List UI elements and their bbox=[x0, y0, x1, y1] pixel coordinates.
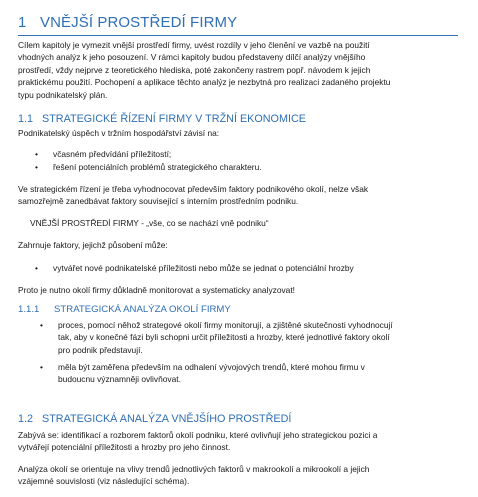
intro-line: typu podnikatelský plán. bbox=[18, 89, 108, 100]
heading-1-2-number: 1.2 bbox=[18, 413, 34, 425]
factors-line: Zahrnuje faktory, jejichž působení může: bbox=[18, 240, 168, 250]
bullet-item bbox=[40, 319, 393, 356]
bullet-item bbox=[35, 148, 172, 160]
bullet-text: řešení potenciálních problémů strategického charakteru. bbox=[53, 162, 262, 172]
bullet-text: tak, aby v konečné fázi byli schopni určit příležitosti a hrozby, které jednotlivé faktory okolí bbox=[58, 332, 390, 343]
intro-line: praktickému použití. Pochopení a aplikace těchto analýz je nezbytná pro realizaci zadaného projektu bbox=[18, 77, 391, 88]
factors-paragraph bbox=[18, 239, 458, 251]
strategy-line: samozřejmě zanedbávat faktory související s interním prostředním podniku. bbox=[18, 196, 299, 207]
definition-line: VNĚJŠÍ PROSTŘEDÍ FIRMY - „vše, co se nachází vně podniku“ bbox=[30, 218, 269, 228]
bullet-text: budoucnu významněji ovlivňovat. bbox=[58, 374, 181, 385]
environment-line: Analýza okolí se orientuje na vlivy trendů jednotlivých faktorů v makrookolí a mikrookolí a jejich bbox=[18, 464, 370, 474]
bullet-text: měla být zaměřena především na odhalení vývojových trendů, které mohou firmu v bbox=[58, 362, 365, 372]
bullet-icon: • bbox=[40, 320, 43, 330]
heading-1-underline bbox=[18, 35, 458, 36]
bullet-text: včasném předvídání příležitostí; bbox=[53, 149, 172, 159]
bullet-text: pro podnik představují. bbox=[58, 344, 143, 355]
intro-line: Cílem kapitoly je vymezit vnější prostředí firmy, uvést rozdíly v jeho členění ve vazbě na použití bbox=[18, 40, 370, 50]
heading-1-1-1 bbox=[18, 304, 231, 315]
bullet-icon: • bbox=[35, 263, 38, 273]
heading-1-number: 1 bbox=[18, 14, 27, 31]
heading-1-2 bbox=[18, 413, 291, 425]
intro-line: vhodných analýz k jeho posouzení. V rámci kapitoly budou představeny dílčí analýzy vnějšího bbox=[18, 52, 366, 63]
heading-1 bbox=[18, 14, 237, 31]
strategy-line: Ve strategickém řízení je třeba vyhodnocovat především faktory podnikového okolí, nelze však bbox=[18, 184, 369, 194]
heading-1-title: VNĚJŠÍ PROSTŘEDÍ FIRMY bbox=[40, 14, 238, 31]
analysis-line: Zabývá se: identifikací a rozborem faktorů okolí podniku, které ovlivňují jeho strategickou pozici a bbox=[18, 430, 378, 440]
heading-1-1-1-number: 1.1.1 bbox=[18, 304, 40, 315]
heading-1-1-title: STRATEGICKÉ ŘÍZENÍ FIRMY V TRŽNÍ EKONOMICE bbox=[42, 113, 306, 125]
bullet-item bbox=[35, 262, 354, 274]
bullet-icon: • bbox=[35, 149, 38, 159]
success-paragraph bbox=[18, 127, 458, 139]
monitor-paragraph bbox=[18, 284, 458, 296]
intro-line: prostředí, vždy nejprve z teoretického hlediska, poté zakončeny rastrem popř. návodem k jejich bbox=[18, 64, 371, 75]
heading-1-1-1-title: STRATEGICKÁ ANALÝZA OKOLÍ FIRMY bbox=[54, 304, 231, 315]
analysis-line: vytvářejí potenciální příležitosti a hrozby pro jeho činnost. bbox=[18, 442, 231, 453]
heading-1-2-title: STRATEGICKÁ ANALÝZA VNĚJŠÍHO PROSTŘEDÍ bbox=[42, 413, 292, 425]
success-line: Podnikatelský úspěch v tržním hospodářství závisí na: bbox=[18, 128, 220, 138]
environment-line: vzájemné souvislosti (viz následující schéma). bbox=[18, 476, 190, 487]
bullet-item bbox=[35, 161, 262, 173]
bullet-text: proces, pomocí něhož strategové okolí firmy monitorují, a zjištěné skutečnosti vyhodnocují bbox=[58, 320, 393, 330]
bullet-icon: • bbox=[40, 362, 43, 372]
environment-paragraph bbox=[18, 463, 458, 488]
bullet-icon: • bbox=[35, 162, 38, 172]
monitor-line: Proto je nutno okolí firmy důkladně monitorovat a systematicky analyzovat! bbox=[18, 285, 295, 295]
strategy-paragraph bbox=[18, 183, 458, 208]
bullet-text: vytvářet nové podnikatelské příležitosti nebo může se jednat o potenciální hrozby bbox=[53, 263, 354, 273]
definition-quote bbox=[30, 217, 470, 229]
analysis-paragraph bbox=[18, 429, 458, 454]
bullet-item bbox=[40, 361, 365, 386]
heading-1-1-number: 1.1 bbox=[18, 113, 34, 125]
heading-1-1 bbox=[18, 113, 306, 125]
intro-paragraph bbox=[18, 39, 458, 101]
